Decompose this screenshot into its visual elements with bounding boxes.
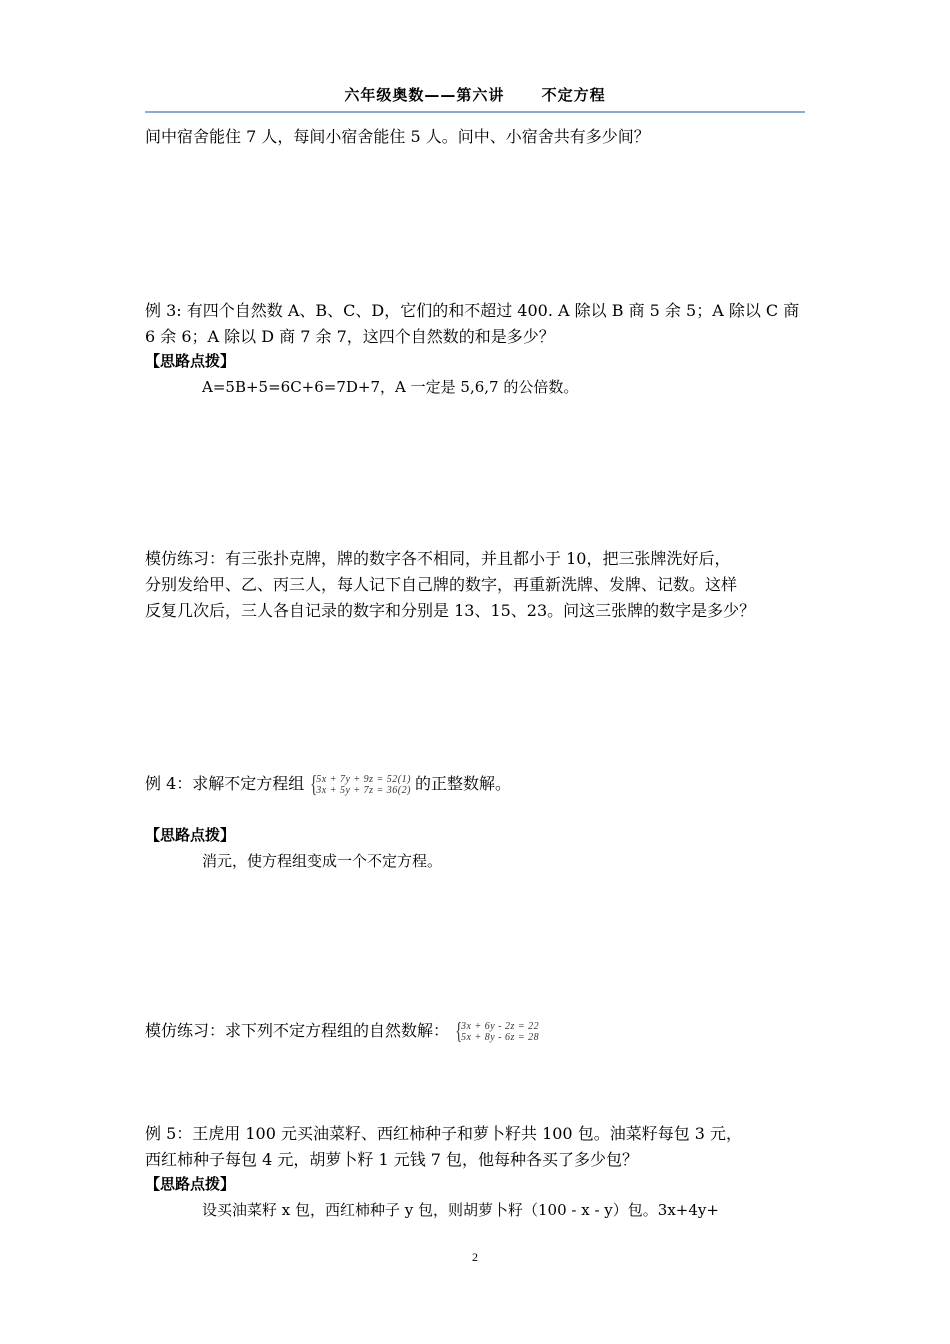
practice-2-equation-system bbox=[453, 1018, 540, 1045]
practice-1-line-3: 反复几次后，三人各自记录的数字和分别是 13、15、23。问这三张牌的数字是多少？ bbox=[145, 601, 756, 620]
brace-icon: { bbox=[455, 1018, 463, 1045]
header-divider bbox=[145, 111, 805, 113]
example-4-equation-2: 3x + 5y + 7z = 36(2) bbox=[316, 784, 411, 796]
example-4-equation-system bbox=[308, 771, 411, 798]
example-5-line-2: 西红柿种子每包 4 元，胡萝卜籽 1 元钱 7 包，他每种各买了多少包？ bbox=[145, 1150, 639, 1169]
example-3-line-2: 6 余 6；A 除以 D 商 7 余 7，这四个自然数的和是多少？ bbox=[145, 327, 555, 346]
example-4-equation-1: 5x + 7y + 9z = 52(1) bbox=[316, 773, 411, 785]
practice-1-line-2: 分别发给甲、乙、丙三人，每人记下自己牌的数字，再重新洗牌、发牌、记数。这样 bbox=[145, 575, 738, 594]
practice-1-line-1: 模仿练习：有三张扑克牌，牌的数字各不相同，并且都小于 10，把三张牌洗好后， bbox=[145, 549, 731, 568]
page-header-title: 六年级奥数——第六讲 不定方程 bbox=[344, 86, 606, 104]
practice-2-line bbox=[145, 1017, 820, 1045]
practice-2-equation-1: 3x + 6y - 2z = 22 bbox=[461, 1020, 540, 1032]
example-3-line-1: 例 3: 有四个自然数 A、B、C、D，它们的和不超过 400. A 除以 B 商 5 余 5；A 除以 C 商 bbox=[145, 301, 800, 320]
example-4-hint-label: 【思路点拨】 bbox=[145, 826, 236, 844]
example-4-line bbox=[145, 770, 820, 798]
page-number: 2 bbox=[472, 1250, 478, 1264]
example-4-hint-text: 消元，使方程组变成一个不定方程。 bbox=[202, 852, 443, 870]
example-5-hint-label: 【思路点拨】 bbox=[145, 1175, 236, 1193]
brace-icon: { bbox=[310, 771, 318, 798]
practice-2-equation-2: 5x + 8y - 6z = 28 bbox=[461, 1031, 540, 1043]
example-4-suffix: 的正整数解。 bbox=[414, 774, 511, 793]
practice-2-prefix: 模仿练习：求下列不定方程组的自然数解： bbox=[145, 1021, 450, 1040]
example-5-hint-text: 设买油菜籽 x 包，西红柿种子 y 包，则胡萝卜籽（100 - x - y）包。3x+4y+ bbox=[202, 1201, 719, 1219]
example-4-prefix: 例 4：求解不定方程组 bbox=[145, 774, 305, 793]
example-3-hint-label: 【思路点拨】 bbox=[145, 352, 236, 370]
example-5-line-1: 例 5：王虎用 100 元买油菜籽、西红柿种子和萝卜籽共 100 包。油菜籽每包 3 元， bbox=[145, 1124, 743, 1143]
example-3-hint-text: A=5B+5=6C+6=7D+7，A 一定是 5,6,7 的公倍数。 bbox=[202, 378, 579, 396]
continuation-text: 间中宿舍能住 7 人，每间小宿舍能住 5 人。问中、小宿舍共有多少间？ bbox=[145, 127, 650, 146]
